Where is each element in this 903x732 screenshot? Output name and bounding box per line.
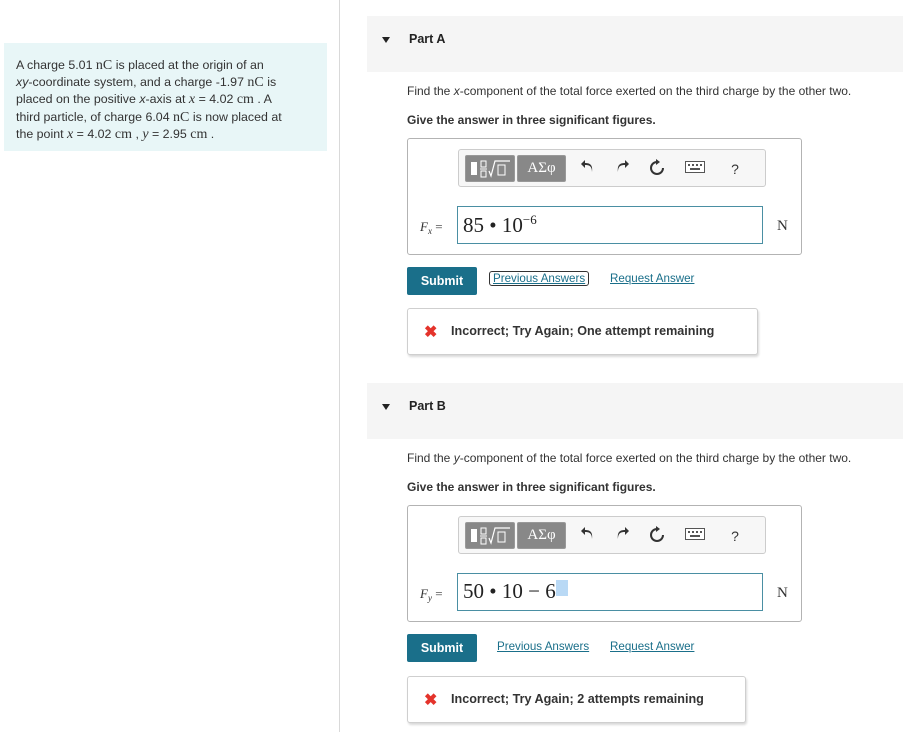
greek-letters-button[interactable]: ΑΣφ: [517, 522, 566, 549]
fy-label: [420, 586, 443, 602]
part-b-answer-input[interactable]: [457, 573, 763, 611]
question-text: Find the: [407, 84, 454, 98]
part-a-answer-box: [407, 138, 802, 255]
keyboard-icon[interactable]: [685, 159, 705, 179]
problem-text: xy: [16, 75, 29, 90]
problem-text: = 2.95: [148, 126, 191, 141]
part-a-request-answer-link[interactable]: Request Answer: [610, 272, 695, 285]
unit-cm: cm: [236, 92, 254, 108]
help-icon[interactable]: ?: [731, 528, 739, 544]
part-a-submit-button[interactable]: Submit: [407, 267, 477, 295]
problem-text: A charge 5.01: [16, 58, 96, 72]
greek-letters-button[interactable]: ΑΣφ: [517, 155, 566, 182]
problem-text: the point: [16, 126, 67, 141]
redo-icon[interactable]: [612, 159, 632, 179]
part-b-instruction: Give the answer in three significant figures.: [407, 480, 656, 494]
text-cursor: [556, 580, 568, 596]
answer-value: 50 • 10 − 6: [463, 579, 556, 603]
question-var: y: [453, 451, 460, 465]
math-var: x: [66, 126, 74, 142]
math-var: x: [188, 92, 196, 108]
error-x-icon: ✖: [424, 692, 438, 709]
answer-exponent: −6: [522, 212, 537, 227]
feedback-message: Incorrect; Try Again; 2 attempts remaining: [451, 692, 704, 706]
keyboard-icon[interactable]: [685, 526, 705, 546]
var-subscript: x: [427, 226, 432, 236]
part-b-answer-box: [407, 505, 802, 622]
error-x-icon: ✖: [424, 324, 438, 341]
problem-statement: [4, 43, 327, 151]
math-var: y: [142, 126, 149, 142]
problem-text: .: [207, 126, 215, 141]
part-a-instruction: Give the answer in three significant figures.: [407, 113, 656, 127]
reset-icon[interactable]: [647, 159, 667, 179]
problem-text: = 4.02: [195, 92, 237, 107]
fraction-sqrt-icon: [466, 156, 514, 181]
part-a-question: [407, 84, 851, 98]
collapse-triangle-icon[interactable]: [382, 37, 390, 43]
fx-label: [420, 219, 443, 235]
problem-column: [0, 0, 340, 732]
part-a-feedback: [407, 308, 758, 355]
part-b-submit-button[interactable]: Submit: [407, 634, 477, 662]
undo-icon[interactable]: [578, 159, 598, 179]
part-a-header[interactable]: [367, 16, 903, 72]
part-b-previous-answers-link[interactable]: Previous Answers: [497, 640, 590, 653]
question-text: -component of the total force exerted on the third charge by the other two.: [459, 84, 852, 98]
unit-nc: nC: [95, 58, 113, 73]
unit-label: N: [777, 218, 788, 234]
var-subscript: y: [427, 593, 432, 603]
part-a-title: Part A: [409, 32, 446, 46]
part-b-question: [407, 451, 851, 465]
problem-text: -coordinate system, and a charge -1.97: [28, 75, 248, 90]
feedback-message: Incorrect; Try Again; One attempt remaining: [451, 324, 715, 338]
unit-nc: nC: [247, 75, 264, 91]
help-icon[interactable]: ?: [731, 161, 739, 177]
problem-text: is: [263, 75, 277, 90]
equals-sign: =: [435, 586, 443, 601]
part-b-feedback: [407, 676, 746, 723]
question-text: Find the: [407, 451, 454, 465]
problem-text: -axis at: [145, 92, 189, 107]
part-a-answer-input[interactable]: [457, 206, 763, 244]
part-b-title: Part B: [409, 399, 446, 413]
part-b-header[interactable]: [367, 383, 903, 439]
problem-text: . A: [253, 92, 272, 107]
undo-icon[interactable]: [578, 526, 598, 546]
question-text: -component of the total force exerted on the third charge by the other two.: [459, 451, 852, 465]
question-var: x: [453, 84, 460, 98]
var-symbol: F: [420, 219, 428, 234]
reset-icon[interactable]: [647, 526, 667, 546]
unit-cm: cm: [114, 126, 132, 142]
fraction-sqrt-button[interactable]: [465, 522, 515, 549]
answer-value: 85 • 10: [463, 213, 523, 237]
problem-text: = 4.02: [73, 126, 115, 141]
part-b-request-answer-link[interactable]: Request Answer: [610, 640, 695, 653]
redo-icon[interactable]: [612, 526, 632, 546]
fraction-sqrt-button[interactable]: [465, 155, 515, 182]
unit-cm: cm: [190, 126, 208, 142]
problem-text: is placed at the origin of an: [112, 58, 264, 72]
fraction-sqrt-icon: [466, 523, 514, 548]
part-a-previous-answers-link[interactable]: Previous Answers: [490, 272, 588, 285]
math-toolbar: [458, 149, 766, 187]
unit-label: N: [777, 585, 788, 601]
problem-text: is now placed at: [189, 109, 282, 124]
equals-sign: =: [435, 219, 443, 234]
math-toolbar: [458, 516, 766, 554]
collapse-triangle-icon[interactable]: [382, 404, 390, 410]
problem-text: third particle, of charge 6.04: [16, 109, 174, 124]
unit-nc: nC: [173, 109, 190, 125]
problem-text: ,: [132, 126, 143, 141]
problem-text: x: [139, 92, 146, 107]
var-symbol: F: [420, 586, 428, 601]
problem-text: placed on the positive: [16, 92, 140, 107]
